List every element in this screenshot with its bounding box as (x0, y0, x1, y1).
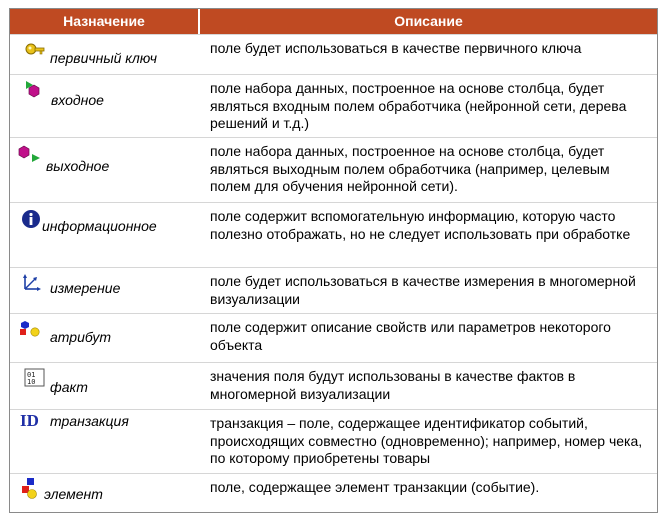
description-cell: поле содержит вспомогательную информацию, которую часто полезно отображать, но не следует использовать при обработке (210, 208, 631, 242)
svg-text:10: 10 (27, 378, 36, 386)
description-cell: поле набора данных, построенное на основе столбца, будет являться выходным полем обработчика (например, целевым полем для обучения нейронной сети). (210, 143, 610, 194)
table-row (10, 473, 657, 512)
purpose-cell (10, 75, 200, 137)
table-row (10, 267, 657, 313)
purpose-cell (10, 474, 200, 512)
description-cell: поле набора данных, построенное на основе столбца, будет являться входным полем обработчика (нейронной сети, дерева решений и т.д.) (210, 80, 627, 131)
description-cell: поле содержит описание свойств или параметров некоторого объекта (210, 319, 611, 353)
description-cell: поле будет использоваться в качестве измерения в многомерной визуализации (210, 273, 636, 307)
purpose-cell (10, 314, 200, 362)
purpose-label: атрибут (50, 329, 112, 345)
table-row (10, 409, 657, 473)
table-row (10, 313, 657, 362)
purpose-label: информационное (42, 218, 157, 234)
purpose-cell (10, 363, 200, 409)
fact-icon (24, 368, 46, 388)
table-row (10, 362, 657, 409)
purpose-cell (10, 138, 200, 202)
purpose-cell (10, 410, 200, 473)
dimension-axes-icon (21, 273, 43, 293)
description-cell: транзакция – поле, содержащее идентификатор событий, происходящих совместно (одновременно); например, номер чека, по которому приобретены товары (210, 415, 643, 466)
table-row (10, 34, 657, 74)
purpose-cell (10, 203, 200, 267)
header-description: Описание (394, 13, 463, 29)
purpose-label: выходное (46, 158, 110, 174)
description-cell: значения поля будут использованы в качестве фактов в многомерной визуализации (210, 368, 576, 402)
table-row (10, 137, 657, 202)
description-cell: поле будет использоваться в качестве первичного ключа (210, 40, 582, 56)
table-row (10, 74, 657, 137)
output-field-icon (18, 144, 46, 166)
purpose-label: факт (50, 379, 88, 395)
element-icon (20, 477, 42, 501)
table-row (10, 202, 657, 267)
purpose-label: измерение (50, 280, 121, 296)
table-header (10, 9, 657, 34)
header-purpose: Назначение (10, 9, 200, 34)
purpose-label: входное (51, 92, 104, 108)
transaction-id-icon: ID (20, 411, 39, 430)
info-icon (20, 208, 42, 230)
purpose-label: транзакция (50, 413, 129, 429)
purpose-label: первичный ключ (50, 50, 157, 66)
field-purpose-table (9, 8, 658, 513)
key-icon (25, 42, 45, 58)
purpose-cell (10, 268, 200, 313)
purpose-cell (10, 35, 200, 74)
svg-text:01: 01 (27, 371, 36, 379)
purpose-label: элемент (44, 486, 103, 502)
description-cell: поле, содержащее элемент транзакции (событие). (210, 479, 540, 495)
input-field-icon (24, 79, 46, 99)
attribute-icon (18, 319, 44, 341)
